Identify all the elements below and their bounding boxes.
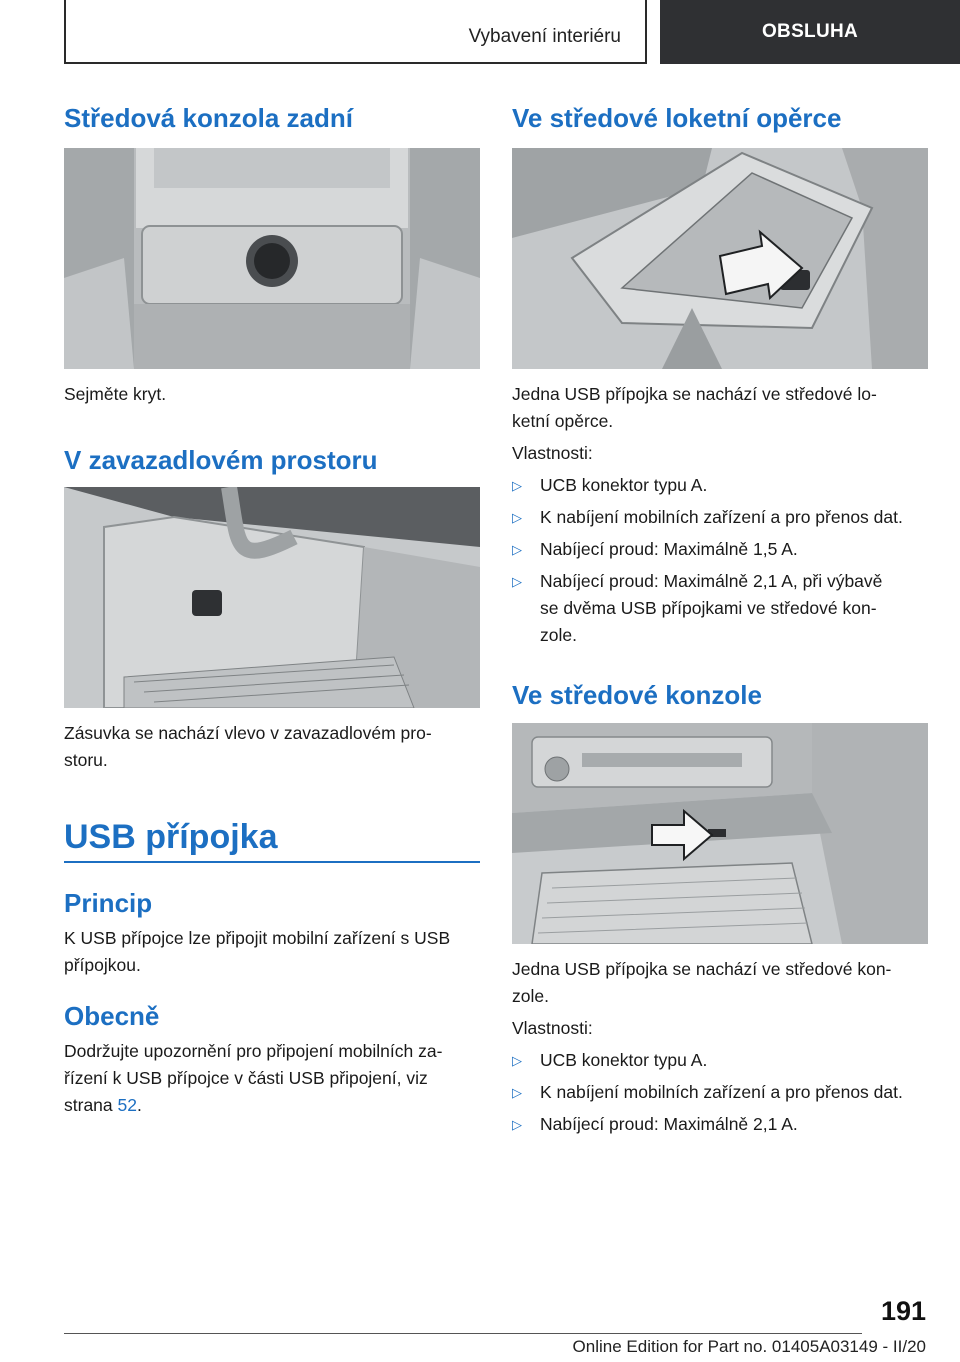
page-number: 191: [880, 1296, 926, 1326]
footer-edition: Online Edition for Part no. 01405A03149 - II/20: [572, 1337, 926, 1356]
heading-armrest: Ve středové loketní opěrce: [512, 103, 842, 133]
bullet-triangle-icon: ▷: [512, 1085, 522, 1100]
page-link-52[interactable]: 52: [117, 1095, 137, 1115]
general-line-2: řízení k USB přípojce v části USB připojení, viz: [64, 1068, 428, 1088]
principle-line-2: přípojkou.: [64, 955, 141, 975]
principle-line-1: K USB přípojce lze připojit mobilní zařízení s USB: [64, 928, 451, 948]
heading-general: Obecně: [64, 1001, 160, 1031]
general-prefix: strana: [64, 1095, 118, 1115]
bullet-triangle-icon: ▷: [512, 1053, 522, 1068]
heading-rear-console: Středová konzola zadní: [64, 103, 353, 133]
console-line-1: Jedna USB přípojka se nachází ve středové kon-: [512, 959, 892, 979]
caption-trunk-line-1: Zásuvka se nachází vlevo v zavazadlovém pro-: [64, 723, 432, 743]
properties-label-1: Vlastnosti:: [512, 443, 593, 463]
bullet-triangle-icon: ▷: [512, 1117, 522, 1132]
console-line-2: zole.: [512, 986, 549, 1006]
properties-label-2: Vlastnosti:: [512, 1018, 593, 1038]
bullet-triangle-icon: ▷: [512, 510, 522, 525]
heading-principle: Princip: [64, 888, 153, 918]
caption-trunk-line-2: storu.: [64, 750, 108, 770]
header-tab: [64, 0, 647, 64]
bullet-triangle-icon: ▷: [512, 478, 522, 493]
console-illustration: [512, 723, 928, 944]
rear-console-illustration: [64, 148, 480, 369]
armrest-illustration: [512, 148, 928, 369]
caption-rear: Sejměte kryt.: [64, 384, 167, 404]
trunk-illustration: [64, 487, 480, 708]
heading-console: Ve středové konzole: [512, 680, 762, 710]
bullet-triangle-icon: ▷: [512, 574, 522, 589]
section-title: Vybavení interiéru: [468, 26, 621, 47]
chapter-tab: OBSLUHA: [660, 0, 960, 64]
armrest-line-1: Jedna USB přípojka se nachází ve středové lo-: [512, 384, 877, 404]
heading-rule: [64, 861, 480, 863]
general-suffix: .: [136, 1095, 142, 1115]
bullet-triangle-icon: ▷: [512, 542, 522, 557]
armrest-line-2: ketní opěrce.: [512, 411, 614, 431]
heading-trunk: V zavazadlovém prostoru: [64, 445, 378, 475]
general-line-1: Dodržujte upozornění pro připojení mobilních za-: [64, 1041, 443, 1061]
footer-rule: [64, 1333, 862, 1334]
heading-usb: USB přípojka: [64, 818, 278, 856]
general-line-3: [64, 1092, 142, 1119]
